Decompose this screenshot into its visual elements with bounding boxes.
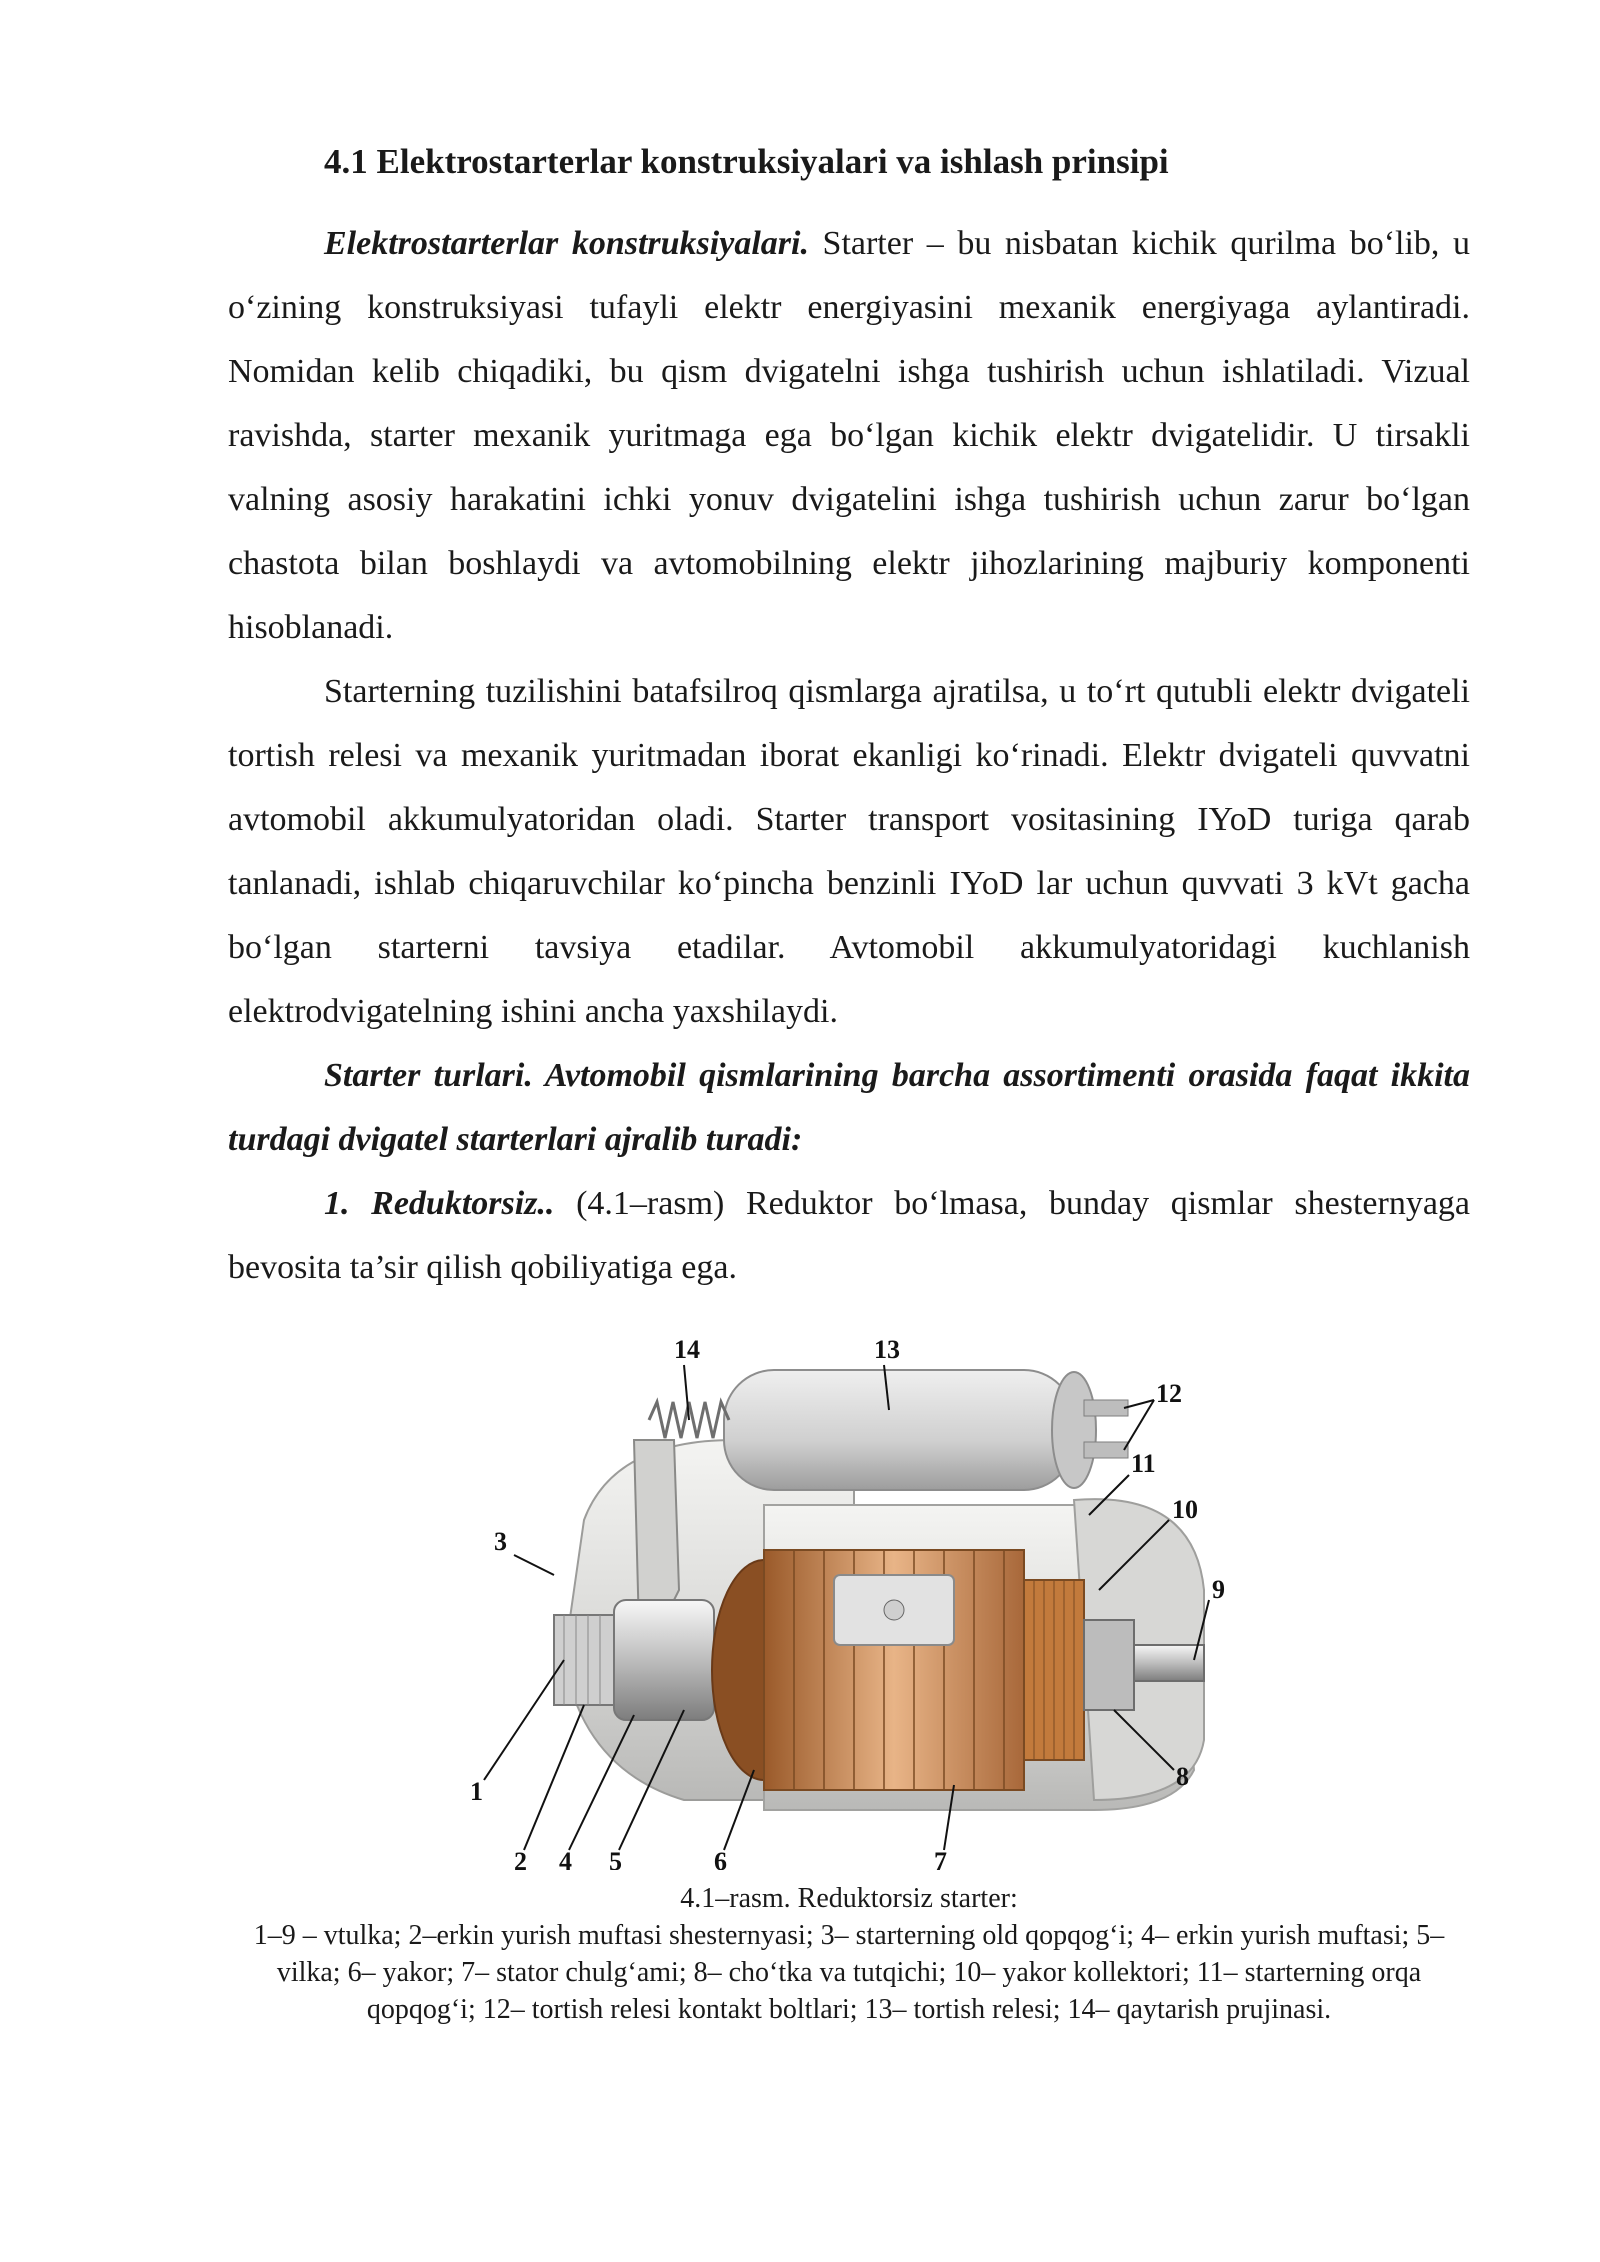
pole-screw: [884, 1600, 904, 1620]
label-7: 7: [934, 1847, 947, 1870]
figure-caption: [228, 1880, 1470, 2028]
solenoid-end-cap: [1052, 1372, 1096, 1488]
label-11: 11: [1131, 1449, 1156, 1478]
contact-bolt-lower: [1084, 1442, 1128, 1458]
paragraph-2: Starterning tuzilishini batafsilroq qismlarga ajratilsa, u to‘rt qutubli elektr dvigateli tortish relesi va mexanik yuritmadan iborat ekanligi ko‘rinadi. Elektr dvigateli quvvatni avtomobil akkumulyatoridan oladi. Starter transport vositasining IYoD turiga qarab tanlanadi, ishlab chiqaruvchilar ko‘pincha benzinli IYoD lar uchun quvvati 3 kVt gacha bo‘lgan starterni tavsiya etadilar. Avtomobil akkumulyatoridagi kuchlanish elektrodvigatelning ishini ancha yaxshilaydi.: [228, 673, 1470, 1030]
label-3: 3: [494, 1527, 507, 1556]
label-4: 4: [559, 1847, 572, 1870]
section-title: 4.1 Elektrostarterlar konstruksiyalari va ishlash prinsipi: [324, 142, 1169, 181]
label-10: 10: [1172, 1495, 1198, 1524]
starter-figure: [434, 1330, 1314, 1870]
paragraph-1-text: Starter – bu nisbatan kichik qurilma bo‘lib, u o‘zining konstruksiyasi tufayli elektr energiyasini mexanik energiyaga aylantiradi. Nomidan kelib chiqadiki, bu qism dvigatelni ishga tushirish uchun ishlatiladi. Vizual ravishda, starter mexanik yuritmaga ega bo‘lgan kichik elektr dvigatelidir. U tirsakli valning asosiy harakatini ichki yonuv dvigatelini ishga tushirish uchun zarur bo‘lgan chastota bilan boshlaydi va avtomobilning elektr jihozlarining majburiy komponenti hisoblanadi.: [228, 225, 1470, 646]
starter-illustration: [434, 1330, 1314, 1870]
paragraph-4-text: (4.1–rasm) Reduktor bo‘lmasa, bunday qismlar shesternyaga bevosita ta’sir qilish qobiliyatiga ega.: [228, 1185, 1470, 1286]
label-14: 14: [674, 1335, 700, 1364]
paragraph-4-lead: 1. Reduktorsiz..: [324, 1185, 555, 1222]
overrunning-clutch: [614, 1600, 714, 1720]
rear-bushing: [1134, 1645, 1204, 1681]
label-5: 5: [609, 1847, 622, 1870]
label-8: 8: [1176, 1762, 1189, 1791]
label-2: 2: [514, 1847, 527, 1870]
paragraph-3: Starter turlari. Avtomobil qismlarining barcha assortimenti orasida faqat ikkita turdagi dvigatel starterlari ajralib turadi:: [228, 1057, 1470, 1158]
contact-bolt-upper: [1084, 1400, 1128, 1416]
label-1: 1: [470, 1777, 483, 1806]
label-6: 6: [714, 1847, 727, 1870]
commutator: [1024, 1580, 1084, 1760]
paragraph-1-lead: Elektrostarterlar konstruksiyalari.: [324, 225, 809, 262]
brush-holder: [1084, 1620, 1134, 1710]
caption-title: 4.1–rasm. Reduktorsiz starter:: [680, 1883, 1018, 1914]
paragraph-1: [228, 212, 1470, 660]
paragraph-4: [228, 1172, 1470, 1300]
label-12: 12: [1156, 1379, 1182, 1408]
label-13: 13: [874, 1335, 900, 1364]
solenoid-relay: [724, 1370, 1074, 1490]
caption-text: 1–9 – vtulka; 2–erkin yurish muftasi shesternyasi; 3– starterning old qopqog‘i; 4– erkin yurish muftasi; 5– vilka; 6– yakor; 7– stator chulg‘ami; 8– cho‘tka va tutqichi; 10– yakor kollektori; 11– starterning orqa qopqog‘i; 12– tortish relesi kontakt boltlari; 13– tortish relesi; 14– qaytarish prujinasi.: [253, 1920, 1445, 2025]
label-9: 9: [1212, 1575, 1225, 1604]
text-body: [228, 140, 1470, 1300]
